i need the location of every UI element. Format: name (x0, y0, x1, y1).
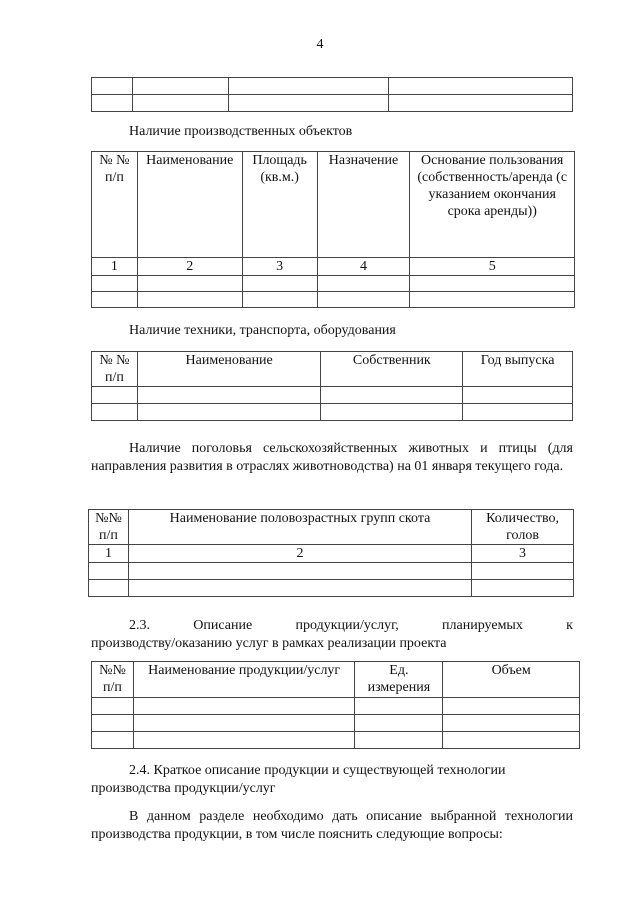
header-basis: Основание пользования (собственность/аренда (с указанием окончания срока аренды)) (410, 152, 575, 258)
header-groups: Наименование половозрастных групп скота (128, 510, 471, 545)
table-row (92, 276, 575, 292)
table-cell (228, 95, 389, 112)
table-cell: 3 (472, 545, 574, 563)
table-cell (472, 563, 574, 580)
table-cell (89, 580, 129, 597)
header-name: Наименование (137, 352, 321, 387)
table-row (92, 387, 573, 404)
table-row (92, 292, 575, 308)
table-cell (132, 95, 228, 112)
header-number: № № п/п (92, 152, 138, 258)
table-cell (133, 715, 355, 732)
table-cell (242, 276, 317, 292)
section-word: планируемых (442, 618, 523, 633)
table-cell (92, 276, 138, 292)
header-volume: Объем (443, 662, 580, 698)
livestock-caption: Наличие поголовья сельскохозяйственных животных и птицы (для направления развития в отраслях животноводства) на 01 января текущего года. (91, 441, 573, 474)
table-cell (410, 292, 575, 308)
table-cell (443, 715, 580, 732)
top-table (91, 77, 573, 112)
table-header-row (89, 510, 574, 545)
header-unit: Ед. измерения (355, 662, 443, 698)
table-header-row (92, 152, 575, 258)
table-cell (92, 387, 138, 404)
table-cell (389, 95, 573, 112)
table-cell (133, 698, 355, 715)
table-cell (410, 276, 575, 292)
table-header-row (92, 662, 580, 698)
table-cell (317, 276, 410, 292)
table-cell (92, 698, 134, 715)
table-cell (321, 387, 463, 404)
header-purpose: Назначение (317, 152, 410, 258)
intro-paragraph: В данном разделе необходимо дать описание выбранной технологии производства продукции, в том числе пояснить следующие вопросы: (91, 809, 573, 842)
header-year: Год выпуска (463, 352, 573, 387)
table-cell (355, 698, 443, 715)
section-word: к (566, 618, 573, 633)
table-cell (472, 580, 574, 597)
header-owner: Собственник (321, 352, 463, 387)
products-table (91, 661, 580, 749)
production-objects-caption: Наличие производственных объектов (129, 124, 353, 139)
table-cell (89, 563, 129, 580)
table-cell (355, 732, 443, 749)
table-row (92, 698, 580, 715)
header-number: №№ п/п (92, 662, 134, 698)
table-cell (389, 78, 573, 95)
table-cell (128, 580, 471, 597)
header-product-name: Наименование продукции/услуг (133, 662, 355, 698)
livestock-table (88, 509, 574, 597)
section-2-3-line2: производству/оказанию услуг в рамках реализации проекта (91, 636, 447, 651)
table-cell (128, 563, 471, 580)
table-cell: 5 (410, 258, 575, 276)
table-cell (92, 732, 134, 749)
section-2-3-line1 (91, 617, 573, 635)
page-number: 4 (316, 37, 324, 52)
table-cell (92, 404, 138, 421)
table-cell (463, 387, 573, 404)
numbering-row (89, 545, 574, 563)
equipment-caption: Наличие техники, транспорта, оборудования (129, 323, 396, 338)
header-name: Наименование (137, 152, 242, 258)
table-row (89, 563, 574, 580)
header-number: № № п/п (92, 352, 138, 387)
table-row (92, 78, 573, 95)
table-cell (317, 292, 410, 308)
table-cell: 1 (89, 545, 129, 563)
table-cell (137, 387, 321, 404)
table-row (92, 95, 573, 112)
section-2-4-heading: 2.4. Краткое описание продукции и существующей технологии производства продукции/услуг (91, 763, 506, 796)
numbering-row (92, 258, 575, 276)
section-word: Описание (193, 618, 253, 633)
table-cell (92, 292, 138, 308)
table-cell: 1 (92, 258, 138, 276)
table-cell (355, 715, 443, 732)
table-cell: 2 (137, 258, 242, 276)
table-cell: 4 (317, 258, 410, 276)
table-row (92, 715, 580, 732)
table-cell (137, 292, 242, 308)
table-cell (132, 78, 228, 95)
equipment-table (91, 351, 573, 421)
section-2-3-paragraph (91, 617, 573, 653)
header-quantity: Количество, голов (472, 510, 574, 545)
table-cell (321, 404, 463, 421)
table-header-row (92, 352, 573, 387)
table-cell (443, 732, 580, 749)
table-cell (133, 732, 355, 749)
section-number: 2.3. (129, 618, 150, 633)
table-cell (228, 78, 389, 95)
header-area: Площадь (кв.м.) (242, 152, 317, 258)
table-row (89, 580, 574, 597)
table-cell (92, 715, 134, 732)
table-row (92, 732, 580, 749)
header-number: №№ п/п (89, 510, 129, 545)
table-cell (92, 95, 133, 112)
table-cell (463, 404, 573, 421)
table-cell (92, 78, 133, 95)
section-word: продукции/услуг, (295, 618, 399, 633)
table-cell (242, 292, 317, 308)
table-cell (137, 404, 321, 421)
production-objects-table (91, 151, 575, 308)
table-cell (137, 276, 242, 292)
table-cell: 3 (242, 258, 317, 276)
table-cell: 2 (128, 545, 471, 563)
table-row (92, 404, 573, 421)
table-cell (443, 698, 580, 715)
